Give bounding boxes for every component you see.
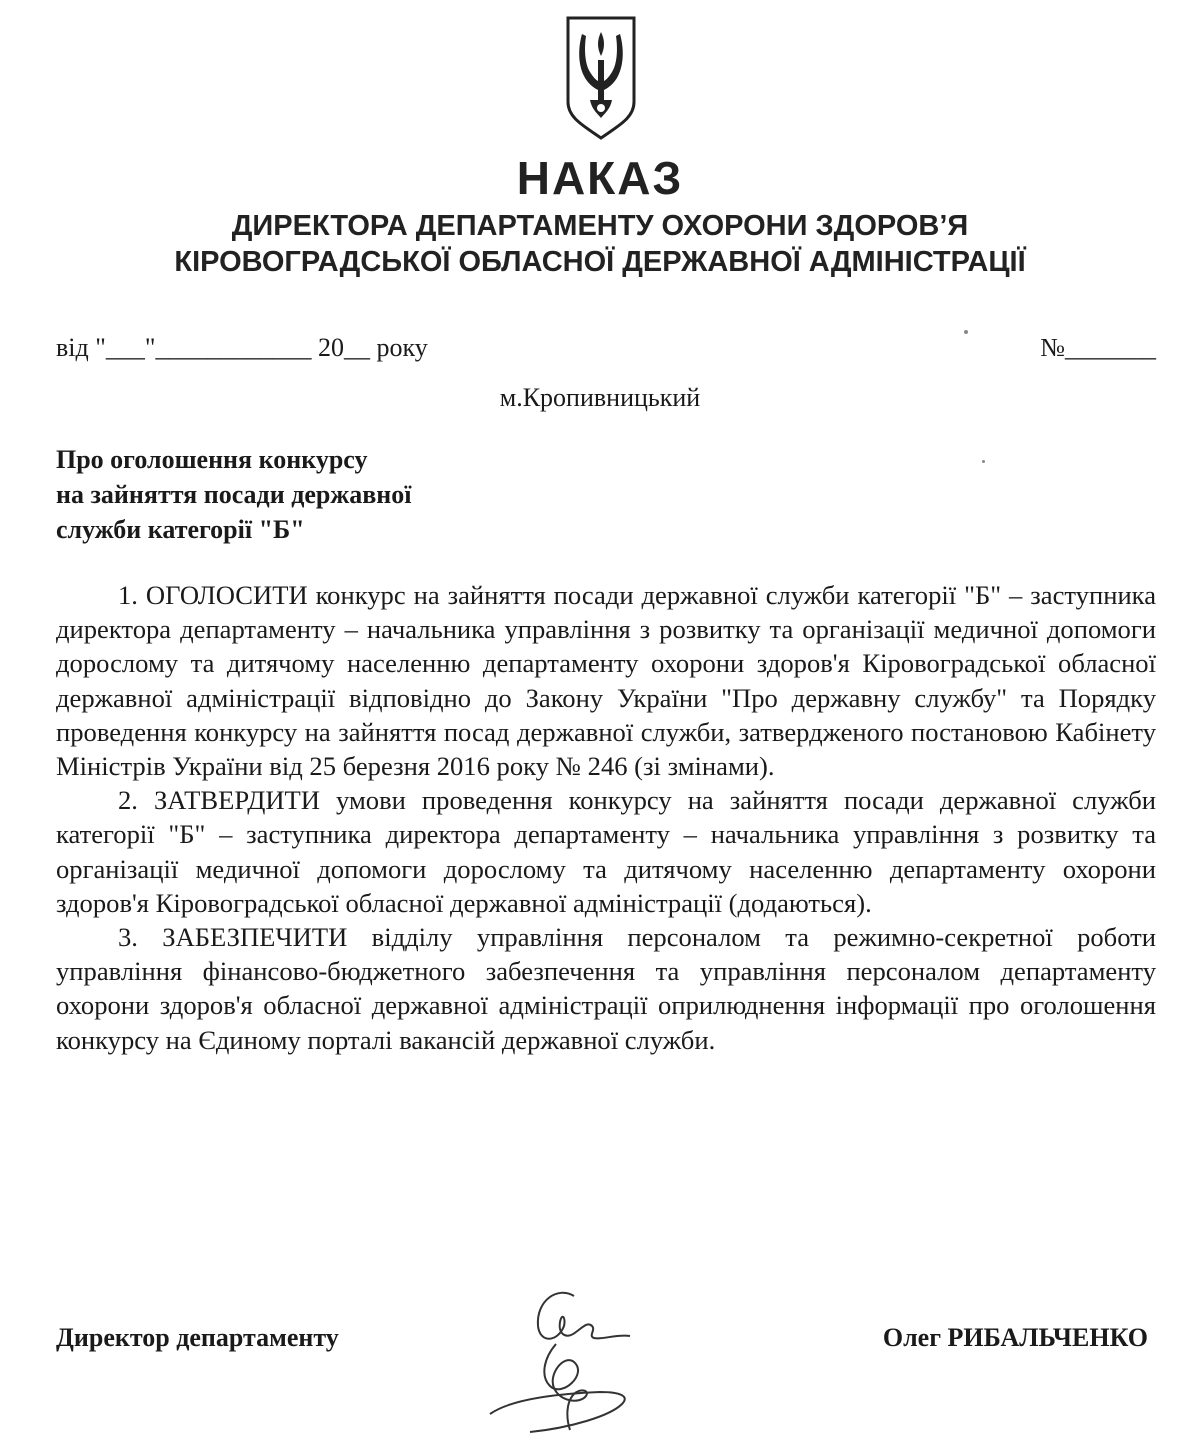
city-label: м.Кропивницький — [499, 383, 701, 412]
subject-line: на зайняття посади державної — [56, 480, 412, 509]
handwritten-signature — [470, 1282, 650, 1442]
order-paragraph-1: 1. ОГОЛОСИТИ конкурс на зайняття посади державної служби категорії "Б" – заступника директора департаменту – начальника управління з розвитку та організації медичної допомоги дорослому та дитячому населенню департаменту охорони здоров'я Кіровоградської обласної державної адміністрації відповідно до Закону України "Про державну службу" та Порядку проведення конкурсу на зайняття посад державної служби, затвердженого постановою Кабінету Міністрів України від 25 березня 2016 року № 246 (зі змінами). — [56, 580, 1156, 782]
scan-speck — [964, 330, 968, 334]
issuer-line-2: КІРОВОГРАДСЬКОЇ ОБЛАСНОЇ ДЕРЖАВНОЇ АДМІНІСТРАЦІЇ — [174, 246, 1026, 278]
signatory-position: Директор департаменту — [56, 1323, 339, 1352]
subject-line: Про оголошення конкурсу — [56, 445, 368, 474]
coat-of-arms-icon — [562, 14, 640, 142]
signatory-name: Олег РИБАЛЬЧЕНКО — [882, 1323, 1148, 1352]
number-field: №_______ — [1040, 333, 1156, 362]
document-title: НАКАЗ — [516, 152, 684, 204]
issuer-line-1: ДИРЕКТОРА ДЕПАРТАМЕНТУ ОХОРОНИ ЗДОРОВ’Я — [231, 210, 969, 242]
subject-line: служби категорії "Б" — [56, 515, 305, 544]
order-body — [56, 578, 1156, 1057]
order-paragraph-3: 3. ЗАБЕЗПЕЧИТИ відділу управління персоналом та режимно-секретної роботи управління фінансово-бюджетного забезпечення та управління персоналом департаменту охорони здоров'я обласної державної адміністрації оприлюднення інформації про оголошення конкурсу на Єдиному порталі вакансій державної служби. — [56, 922, 1156, 1055]
order-subject — [56, 442, 411, 547]
order-paragraph-2: 2. ЗАТВЕРДИТИ умови проведення конкурсу на зайняття посади державної служби категорії "Б" – заступника директора департаменту – начальника управління з розвитку та організації медичної допомоги дорослому та дитячому населенню департаменту охорони здоров'я Кіровоградської обласної державної адміністрації (додаються). — [56, 785, 1156, 918]
date-field: від "___"____________ 20__ року — [56, 333, 428, 362]
scan-speck — [982, 460, 985, 463]
